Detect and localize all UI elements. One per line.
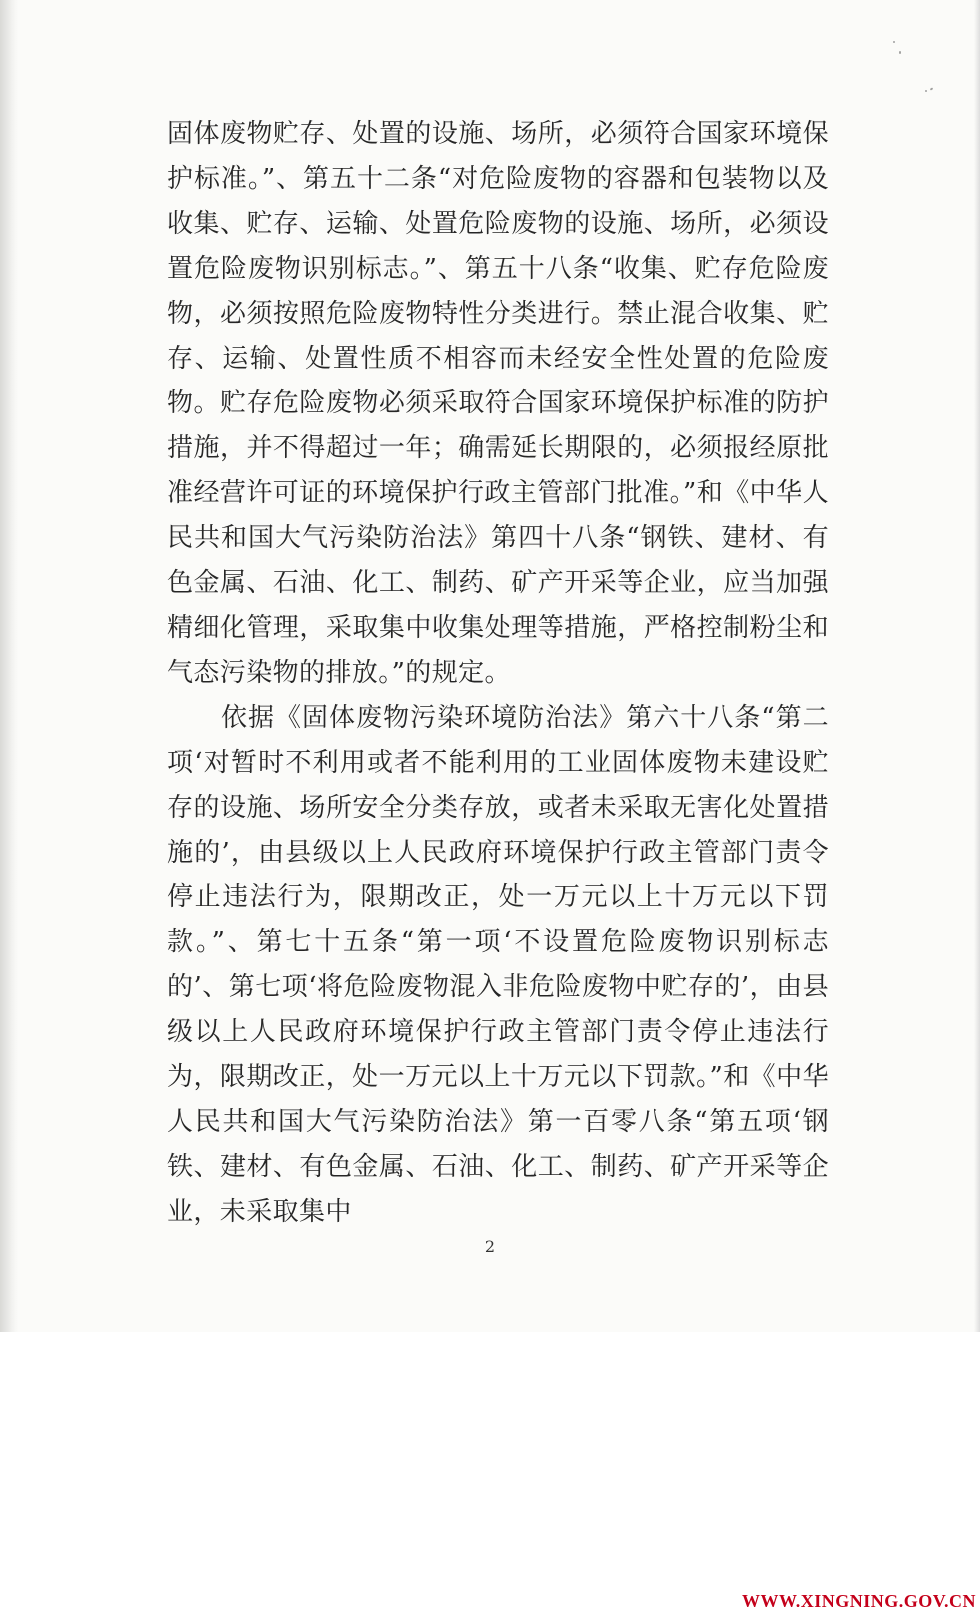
scan-speck	[893, 41, 895, 43]
paragraph-continued: 固体废物贮存、处置的设施、场所，必须符合国家环境保护标准。”、第五十二条“对危险废物的容器和包装物以及收集、贮存、运输、处置危险废物的设施、场所，必须设置危险废物识别标志。”、第五十八条“收集、贮存危险废物，必须按照危险废物特性分类进行。禁止混合收集、贮存、运输、处置性质不相容而未经安全性处置的危险废物。贮存危险废物必须采取符合国家环境保护标准的防护措施，并不得超过一年；确需延长期限的，必须报经原批准经营许可证的环境保护行政主管部门批准。”和《中华人民共和国大气污染防治法》第四十八条“钢铁、建材、有色金属、石油、化工、制药、矿产开采等企业，应当加强精细化管理，采取集中收集处理等措施，严格控制粉尘和气态污染物的排放。”的规定。	[167, 119, 829, 688]
scan-speck	[925, 90, 927, 92]
paragraph-basis: 依据《固体废物污染环境防治法》第六十八条“第二项‘对暂时不利用或者不能利用的工业固体废物未建设贮存的设施、场所安全分类存放，或者未采取无害化处置措施的’，由县级以上人民政府环境保护行政主管部门责令停止违法行为，限期改正，处一万元以上十万元以下罚款。”、第七十五条“第一项‘不设置危险废物识别标志的’、第七项‘将危险废物混入非危险废物中贮存的’，由县级以上人民政府环境保护行政主管部门责令停止违法行为，限期改正，处一万元以上十万元以下罚款。”和《中华人民共和国大气污染防治法》第一百零八条“第五项‘钢铁、建材、有色金属、石油、化工、制药、矿产开采等企业，未采取集中	[167, 702, 829, 1227]
document-body	[167, 112, 829, 1235]
page-number: 2	[484, 1237, 496, 1256]
site-watermark[interactable]: WWW.XINGNING.GOV.CN	[741, 1591, 976, 1611]
scan-speck	[899, 51, 901, 54]
scan-speck	[930, 87, 934, 90]
